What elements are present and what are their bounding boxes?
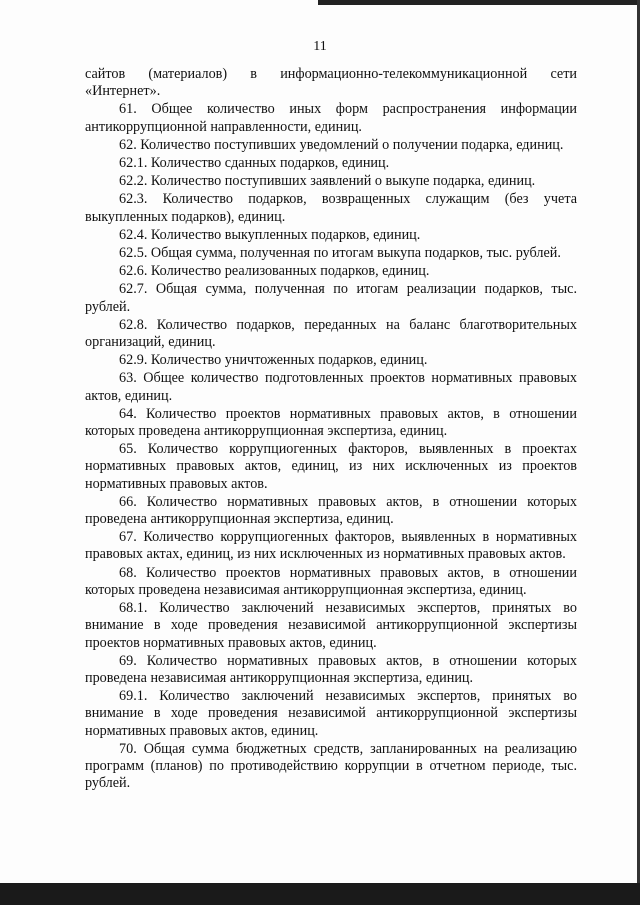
paragraph-item-63: 63. Общее количество подготовленных проектов нормативных правовых актов, единиц.	[85, 370, 577, 404]
paragraph-item-62-7: 62.7. Общая сумма, полученная по итогам реализации подарков, тыс. рублей.	[85, 281, 577, 315]
page-number: 11	[313, 39, 327, 54]
paragraph-item-62: 62. Количество поступивших уведомлений о получении подарка, единиц.	[119, 136, 564, 153]
paragraph-item-67: 67. Количество коррупциогенных факторов, выявленных в нормативных правовых актах, единиц, из них исключенных из нормативных правовых актов.	[85, 529, 577, 563]
paragraph-item-62-3: 62.3. Количество подарков, возвращенных служащим (без учета выкупленных подарков), единиц.	[85, 191, 577, 225]
paragraph-continuation: сайтов (материалов) в информационно-телекоммуникационной сети «Интернет».	[85, 66, 577, 100]
paragraph-item-62-8: 62.8. Количество подарков, переданных на баланс благотворительных организаций, единиц.	[85, 316, 577, 351]
paragraph-item-70: 70. Общая сумма бюджетных средств, запланированных на реализацию программ (планов) по противодействию коррупции в отчетном периоде, тыс. рублей.	[85, 740, 577, 792]
paragraph-item-68: 68. Количество проектов нормативных правовых актов, в отношении которых проведена независимая антикоррупционная экспертиза, единиц.	[85, 564, 577, 598]
paragraph-item-62-1: 62.1. Количество сданных подарков, единиц.	[119, 155, 390, 172]
paragraph-item-62-2: 62.2. Количество поступивших заявлений о выкупе подарка, единиц.	[119, 173, 536, 190]
paragraph-item-62-9: 62.9. Количество уничтоженных подарков, единиц.	[119, 352, 428, 369]
paragraph-item-69: 69. Количество нормативных правовых актов, в отношении которых проведена независимая антикоррупционная экспертиза, единиц.	[85, 652, 577, 686]
paragraph-item-65: 65. Количество коррупциогенных факторов, выявленных в проектах нормативных правовых актов, единиц, из них исключенных из проектов нормативных правовых актов.	[85, 441, 577, 492]
scan-edge-top	[318, 0, 640, 5]
paragraph-item-62-4: 62.4. Количество выкупленных подарков, единиц.	[119, 226, 421, 243]
paragraph-item-64: 64. Количество проектов нормативных правовых актов, в отношении которых проведена антикоррупционная экспертиза, единиц.	[85, 405, 577, 440]
paragraph-item-62-5: 62.5. Общая сумма, полученная по итогам выкупа подарков, тыс. рублей.	[119, 245, 561, 262]
paragraph-item-61: 61. Общее количество иных форм распространения информации антикоррупционной направленности, единиц.	[85, 101, 577, 135]
paragraph-item-68-1: 68.1. Количество заключений независимых экспертов, принятых во внимание в ходе проведения независимой антикоррупционной экспертизы проектов нормативных правовых актов, единиц.	[85, 600, 577, 651]
document-body	[85, 66, 577, 792]
paragraph-item-66: 66. Количество нормативных правовых актов, в отношении которых проведена антикоррупционная экспертиза, единиц.	[85, 493, 577, 528]
paragraph-item-69-1: 69.1. Количество заключений независимых экспертов, принятых во внимание в ходе проведения независимой антикоррупционной экспертизы нормативных правовых актов, единиц.	[85, 688, 577, 739]
scan-edge-bottom	[0, 883, 640, 905]
paragraph-item-62-6: 62.6. Количество реализованных подарков, единиц.	[119, 263, 430, 280]
